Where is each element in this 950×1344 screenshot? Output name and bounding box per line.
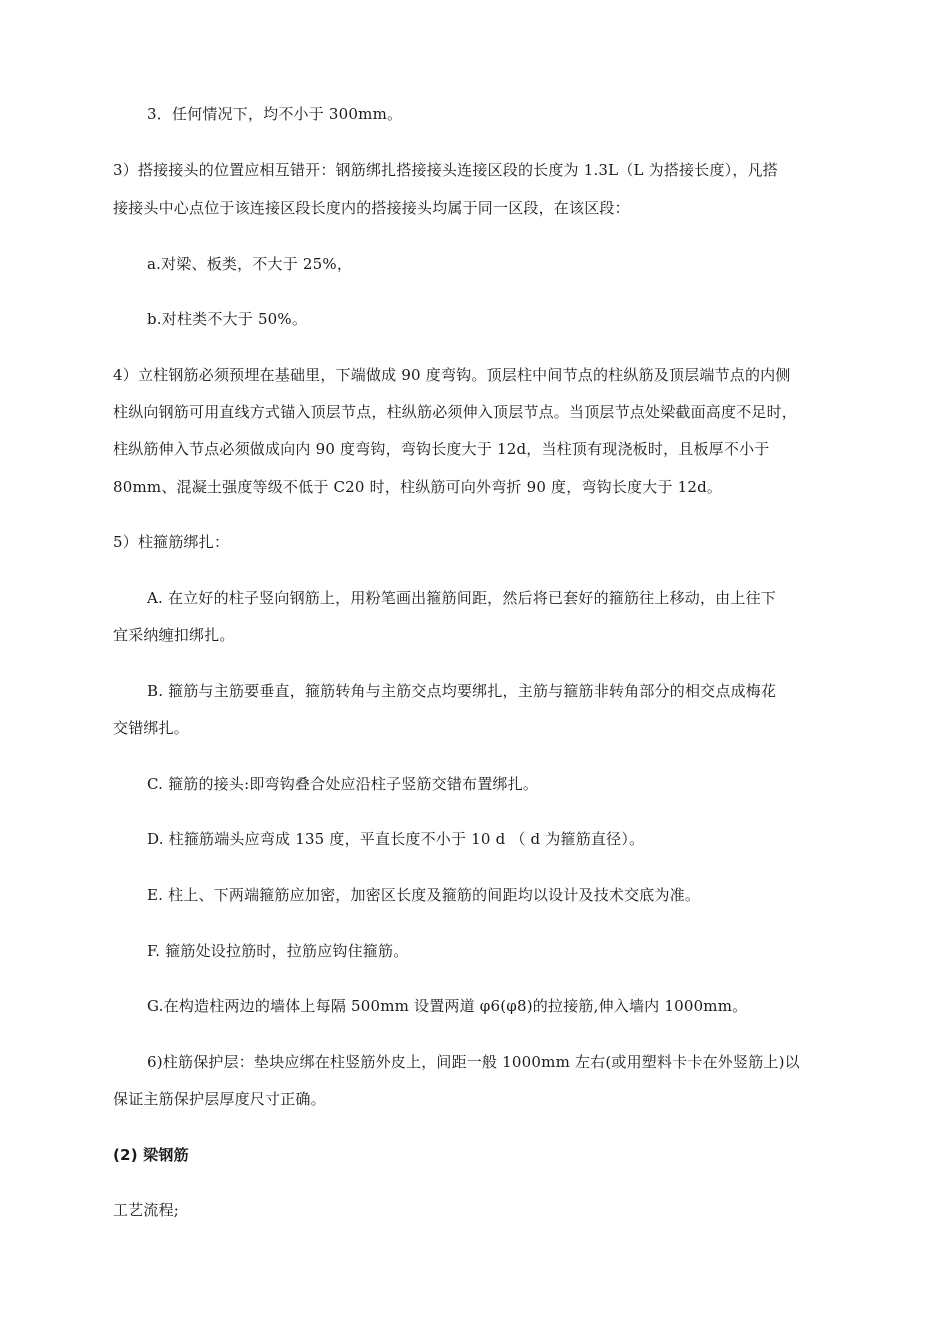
paragraph-line: 保证主筋保护层厚度尺寸正确。 (113, 1090, 326, 1108)
paragraph-line: 交错绑扎。 (113, 719, 190, 737)
paragraph-line: B. 箍筋与主筋要垂直，箍筋转角与主筋交点均要绑扎，主筋与箍筋非转角部分的相交点成梅花 (147, 682, 777, 700)
paragraph-line: 3．任何情况下，均不小于 300mm。 (147, 105, 403, 123)
paragraph-line: A. 在立好的柱子竖向钢筋上，用粉笔画出箍筋间距，然后将已套好的箍筋往上移动，由上往下 (147, 589, 776, 607)
paragraph-line: E. 柱上、下两端箍筋应加密，加密区长度及箍筋的间距均以设计及技术交底为准。 (147, 886, 701, 904)
paragraph-line: 柱纵向钢筋可用直线方式锚入顶层节点，柱纵筋必须伸入顶层节点。当顶层节点处梁截面高度不足时， (113, 403, 798, 421)
paragraph-line: a.对梁、板类，不大于 25%， (147, 255, 353, 273)
paragraph-line: 6)柱筋保护层：垫块应绑在柱竖筋外皮上，间距一般 1000mm 左右(或用塑料卡卡在外竖筋上)以 (147, 1053, 800, 1071)
paragraph-line: 5）柱箍筋绑扎： (113, 533, 230, 551)
paragraph-line: 宜采纳缠扣绑扎。 (113, 626, 235, 644)
paragraph-line: 工艺流程; (113, 1201, 180, 1219)
paragraph-line: G.在构造柱两边的墙体上每隔 500mm 设置两道 φ6(φ8)的拉接筋,伸入墙内 1000mm。 (147, 997, 748, 1015)
paragraph-line: b.对柱类不大于 50%。 (147, 310, 308, 328)
paragraph-line: 4）立柱钢筋必须预埋在基础里，下端做成 90 度弯钩。顶层柱中间节点的柱纵筋及顶层端节点的内侧 (113, 366, 791, 384)
paragraph-line: F. 箍筋处设拉筋时，拉筋应钩住箍筋。 (147, 942, 409, 960)
paragraph-line: 柱纵筋伸入节点必须做成向内 90 度弯钩，弯钩长度大于 12d，当柱顶有现浇板时，且板厚不小于 (113, 440, 770, 458)
paragraph-line: 3）搭接接头的位置应相互错开：钢筋绑扎搭接接头连接区段的长度为 1.3L（L 为搭接长度），凡搭 (113, 161, 778, 179)
section-heading: (2) 梁钢筋 (113, 1146, 189, 1164)
paragraph-line: 80mm、混凝土强度等级不低于 C20 时，柱纵筋可向外弯折 90 度，弯钩长度大于 12d。 (113, 478, 723, 496)
paragraph-line: 接接头中心点位于该连接区段长度内的搭接接头均属于同一区段，在该区段： (113, 199, 630, 217)
paragraph-line: D. 柱箍筋端头应弯成 135 度，平直长度不小于 10 d （ d 为箍筋直径）。 (147, 830, 645, 848)
paragraph-line: C. 箍筋的接头:即弯钩叠合处应沿柱子竖筋交错布置绑扎。 (147, 775, 539, 793)
